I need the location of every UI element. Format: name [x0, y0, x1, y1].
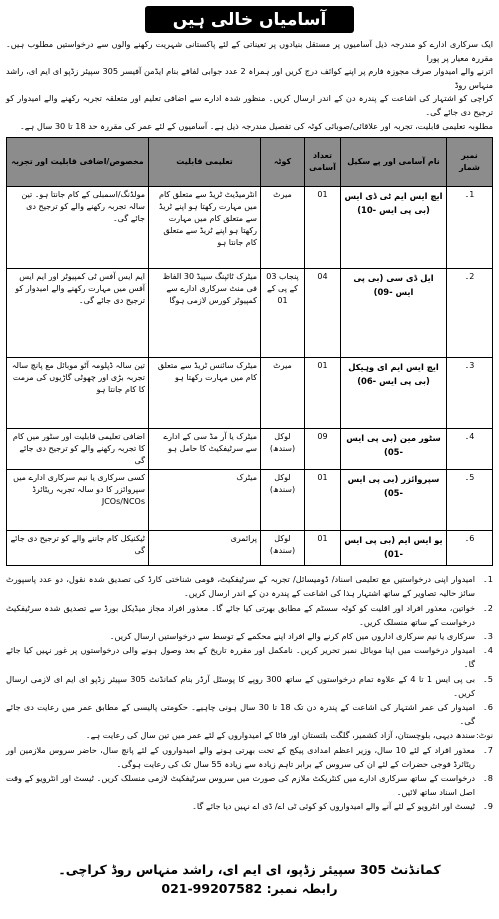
header-sno: نمبر شمار [447, 138, 493, 187]
cell-education: میٹرک سائنس ٹریڈ سے متعلق کام میں مہارت رکھتا ہو [149, 358, 261, 429]
cell-count: 01 [305, 187, 341, 269]
note-number: 3۔ [482, 630, 493, 641]
header-count: تعداد آسامی [305, 138, 341, 187]
cell-post: ایل ڈی سی (بی پی ایس -09) [341, 269, 447, 358]
note-number: 7۔ [482, 744, 493, 755]
cell-sno: 1۔ [447, 187, 493, 269]
cell-count: 09 [305, 429, 341, 470]
footer-address: کمانڈنٹ 305 سپیئر زڈپو، ای ایم ای، راشد منہاس روڈ کراچی۔ [58, 862, 441, 877]
note-text: خواتین، معذور افراد اور اقلیت کو کوٹہ سسٹم کے مطابق بھرتی کیا جائے گا۔ معذور افراد مجاز میڈیکل بورڈ سے تصدیق شدہ سرٹیفکیٹ درخواست کے ساتھ منسلک کریں۔ [6, 602, 475, 627]
page-title: آسامیاں خالی ہیں [145, 6, 355, 33]
note-number: نوٹ: [476, 730, 493, 741]
cell-education: پرائمری [149, 531, 261, 566]
note-number: 4۔ [482, 645, 493, 656]
cell-experience: ٹیکنیکل کام جاننے والے کو ترجیح دی جائے گی [7, 531, 149, 566]
table-row [7, 470, 493, 531]
cell-post: یو ایس ایم (بی پی ایس -01) [341, 531, 447, 566]
cell-quota: لوکل (سندھ) [261, 429, 305, 470]
advertisement-page [6, 4, 493, 915]
cell-experience: مولڈنگ/اسمبلی کے کام جانتا ہو۔ تین سالہ تجربہ رکھنے والے کو ترجیح دی جائے گی۔ [7, 187, 149, 269]
note-text: امیدوار درخواست میں اپنا موبائل نمبر تحریر کریں۔ نامکمل اور مقررہ تاریخ کے بعد وصول ہونے والی درخواستوں پر غور نہیں کیا جائے گا۔ [6, 645, 475, 670]
cell-count: 01 [305, 470, 341, 531]
cell-count: 04 [305, 269, 341, 358]
note-item [6, 743, 493, 771]
cell-count: 01 [305, 531, 341, 566]
table-row [7, 429, 493, 470]
note-item [6, 672, 493, 700]
note-text: معذور افراد کے لئے 10 سال، وزیر اعظم امدادی پیکج کے تحت بھرتی ہونے والے امیدواروں کے لئے پانچ سال، حاضر سروس ملازمین اور ریٹائرڈ فوجی حضرات کے لئے ان کی سروس کے برابر تاہم زیادہ سے زیادہ 55 سال تک کی رعایت ہوگی۔ [6, 744, 475, 769]
cell-quota: لوکل (سندھ) [261, 531, 305, 566]
vacancy-table [6, 137, 493, 566]
cell-sno: 3۔ [447, 358, 493, 429]
experience-rank: JCOs/NCOs [101, 497, 145, 507]
table-row [7, 358, 493, 429]
note-item [6, 728, 493, 742]
header-experience: مخصوص/اضافی قابلیت اور تجربہ [7, 138, 149, 187]
cell-post: سپروائزر (بی پی ایس -05) [341, 470, 447, 531]
table-row [7, 187, 493, 269]
cell-sno: 2۔ [447, 269, 493, 358]
cell-experience: تین سالہ ڈپلومہ آٹو موبائل مع پانچ سالہ تجربہ بڑی اور چھوٹی گاڑیوں کی مرمت کا کام جانتا ہو [7, 358, 149, 429]
cell-post: سٹور مین (بی پی ایس -05) [341, 429, 447, 470]
note-item [6, 572, 493, 600]
header-education: تعلیمی قابلیت [149, 138, 261, 187]
note-number: 2۔ [482, 602, 493, 613]
note-text: سرکاری یا نیم سرکاری اداروں میں کام کرنے والے افراد اپنے محکمے کے توسط سے درخواستیں ارسال کریں۔ [109, 630, 475, 641]
phone-label: رابطہ نمبر: [266, 881, 338, 896]
cell-sno: 5۔ [447, 470, 493, 531]
note-item [6, 700, 493, 728]
note-text: امیدوار کی عمر اشتہار کی اشاعت کے پندرہ دن تک 18 تا 30 سال ہونی چاہیے۔ حکومتی پالیسی کے مطابق عمر میں رعایت دی جائے گی۔ [6, 701, 475, 727]
note-text: ٹیسٹ اور انٹرویو کے لئے آنے والے امیدواروں کو کوئی ٹی اے/ ڈی اے نہیں دیا جائے گا۔ [192, 801, 475, 812]
cell-quota: پنجاب 03 کے پی کے 01 [261, 269, 305, 358]
note-text: بی پی ایس 1 تا 4 کے علاوہ تمام درخواستوں کے ساتھ 300 روپے کا پوسٹل آرڈر بنام کمانڈنٹ 305 سپیئر زڈپو ای ایم ای لازمی ارسال کریں۔ [6, 673, 475, 698]
intro-line: مطلوبہ تعلیمی قابلیت، تجربہ اور علاقائی/صوبائی کوٹہ کی تفصیل مندرجہ ذیل ہے۔ آسامیوں کے لئے عمر کی مقررہ حد 18 تا 30 سال ہے۔ [19, 120, 493, 131]
cell-sno: 4۔ [447, 429, 493, 470]
note-item [6, 771, 493, 799]
experience-text: کسی سرکاری یا نیم سرکاری ادارے میں سپروائزر کا دو سالہ تجربہ ریٹائرڈ [13, 473, 145, 495]
intro-line: ایک سرکاری ادارے کو مندرجہ ذیل آسامیوں پر مستقل بنیادوں پر تعیناتی کے لئے پاکستانی شہریت رکھنے والوں سے درخواستیں مطلوب ہیں۔ مقررہ معیار پر پورا [6, 39, 493, 63]
header-quota: کوٹہ [261, 138, 305, 187]
table-header-row [7, 138, 493, 187]
cell-education: میٹرک یا آر مڈ سی کے ادارے سے سرٹیفکیٹ کا حامل ہو [149, 429, 261, 470]
footer-contact [6, 862, 493, 896]
table-row [7, 269, 493, 358]
note-item [6, 643, 493, 671]
cell-experience: ایم ایس آفس ٹی کمپیوٹر اور ایم ایس آفس میں مہارت رکھنے والے امیدوار کو ترجیح دی جائے گی۔ [7, 269, 149, 358]
cell-quota: میرٹ [261, 358, 305, 429]
phone-number: 021-99207582 [161, 881, 263, 896]
note-text: درخواست کے ساتھ سرکاری ادارے میں کنٹریکٹ ملازم کی صورت میں سروس سرٹیفکیٹ لازمی منسلک کریں۔ ٹیسٹ اور انٹرویو کے وقت اصل اسناد ساتھ لائیں۔ [6, 773, 475, 798]
footer-phone-line [6, 881, 493, 896]
note-number: 8۔ [482, 773, 493, 783]
note-number: 6۔ [482, 701, 493, 712]
cell-sno: 6۔ [447, 531, 493, 566]
cell-count: 01 [305, 358, 341, 429]
cell-education: انٹرمیڈیٹ ٹریڈ سے متعلق کام میں مہارت رکھتا ہو اپنے ٹریڈ سے متعلق کام میں مہارت رکھتا ہو اپنے ٹریڈ سے متعلق کام جانتا ہو [149, 187, 261, 269]
title-band [6, 4, 493, 34]
intro-line: کراچی کو اشتہار کی اشاعت کے پندرہ دن کے اندر ارسال کریں۔ منظور شدہ ادارے سے اضافی تعلیم اور متعلقہ تجربہ رکھنے والے امیدوار کو ترجیح دی جائے گی۔ [6, 93, 493, 117]
note-item [6, 629, 493, 643]
cell-quota: میرٹ [261, 187, 305, 269]
header-post: نام آسامی اور پے سکیل [341, 138, 447, 187]
cell-education: میٹرک ٹائپنگ سپیڈ 30 الفاظ فی منٹ سرکاری ادارے سے کمپیوٹر کورس لازمی ہوگا [149, 269, 261, 358]
note-number: 5۔ [482, 673, 493, 684]
intro-line: اترنے والے امیدوار صرف مجوزہ فارم پر اپنے کوائف درج کریں اور ہمراہ 2 عدد جوابی لفافے بنام ایڈمن آفیسر 305 سپیئر زڈپو ای ایم ای، راشد منہاس روڈ [6, 66, 493, 90]
cell-post: ایچ ایس ایم ای وہیکل (بی پی ایس -06) [341, 358, 447, 429]
note-text: سندھ دیہی، بلوچستان، آزاد کشمیر، گلگت بلتستان اور فاٹا کے امیدواروں کے لئے عمر میں تین سال کی رعایت ہے۔ [85, 730, 475, 741]
table-row [7, 531, 493, 566]
note-number: 9۔ [482, 801, 493, 812]
notes-section [6, 572, 493, 813]
cell-post: ایچ ایس ایم ٹی ڈی ایس (بی پی ایس -10) [341, 187, 447, 269]
cell-experience: اضافی تعلیمی قابلیت اور سٹور میں کام کا تجربہ رکھنے والے کو ترجیح دی جائے گی [7, 429, 149, 470]
note-item [6, 601, 493, 629]
note-number: 1۔ [482, 574, 493, 585]
note-text: امیدوار اپنی درخواستیں مع تعلیمی اسناد/ ڈومیسائل/ تجربہ کے سرٹیفکیٹ، قومی شناختی کارڈ کی تصدیق شدہ نقول، دو عدد پاسپورٹ سائز حالیہ تصاویر کے ساتھ اشتہار ہذا کی اشاعت کے پندرہ دن کے اندر ارسال کریں۔ [6, 574, 475, 599]
cell-experience [7, 470, 149, 531]
note-item [6, 799, 493, 813]
intro-paragraph [6, 38, 493, 133]
cell-education: میٹرک [149, 470, 261, 531]
cell-quota: لوکل (سندھ) [261, 470, 305, 531]
